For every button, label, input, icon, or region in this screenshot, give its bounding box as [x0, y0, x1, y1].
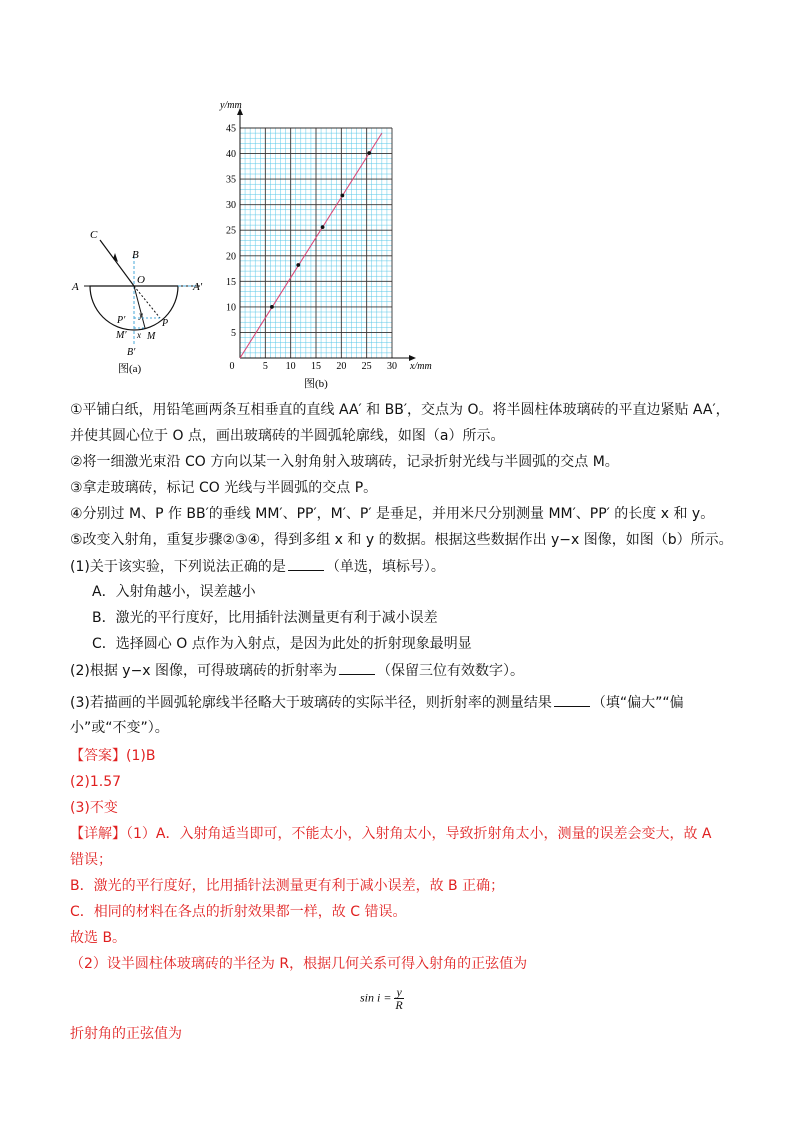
explanation-2: B．激光的平行度好，比用插针法测量更有利于减小误差，故 B 正确；	[70, 878, 505, 894]
y-tick-label: 40	[226, 149, 236, 161]
answer-tag: 【答案】	[70, 748, 126, 764]
formula-denominator: R	[395, 998, 403, 1012]
step-4: ④分别过 M、P 作 BB′的垂线 MM′、PP′，M′、P′ 是垂足，并用米尺分别测量 MM′、PP′ 的长度 x 和 y。	[70, 506, 715, 522]
x-tick-label: 25	[361, 361, 372, 372]
explanation-5: （2）设半圆柱体玻璃砖的半径为 R，根据几何关系可得入射角的正弦值为	[70, 956, 528, 972]
chart-axes	[237, 108, 416, 361]
step-2: ②将一细激光束沿 CO 方向以某一入射角射入玻璃砖，记录折射光线与半圆弧的交点 M。	[70, 454, 619, 470]
explanation-6: 折射角的正弦值为	[70, 1026, 182, 1042]
answer-2: (2)1.57	[70, 774, 122, 790]
answer-blank-2	[339, 660, 375, 675]
y-tick-label: 20	[226, 251, 236, 263]
question-3-suffix: （填“偏大”“偏	[591, 695, 684, 711]
question-2-suffix: （保留三位有效数字）。	[377, 663, 525, 679]
x-tick-label: 20	[336, 361, 347, 372]
explanation-4: 故选 B。	[70, 930, 127, 946]
x-tick-label: 10	[285, 361, 296, 372]
x-tick-label: 5	[262, 361, 268, 372]
answer-blank-1	[288, 556, 324, 571]
question-1-suffix: （单选，填标号）。	[325, 559, 445, 575]
answer-1: (1)B	[126, 748, 156, 764]
label-x: x	[137, 330, 141, 340]
option-c: C．选择圆心 O 点作为入射点，是因为此处的折射现象最明显	[92, 636, 472, 652]
figures-area	[0, 0, 800, 392]
x-tick-label: 0	[229, 361, 235, 372]
y-tick-label: 45	[226, 123, 236, 135]
label-b-prime: B′	[127, 347, 136, 358]
question-1-text: (1)关于该实验，下列说法正确的是	[70, 559, 286, 575]
x-tick-label: 30	[387, 361, 397, 372]
label-o: O	[137, 274, 145, 286]
formula-numerator: y	[396, 985, 402, 999]
formula-fraction	[394, 986, 403, 1011]
step-1: ①平铺白纸，用铅笔画两条互相垂直的直线 AA′ 和 BB′，交点为 O。将半圆柱体玻璃砖的平直边紧贴 AA′，	[70, 402, 730, 418]
grid-major	[240, 128, 392, 358]
step-3: ③拿走玻璃砖，标记 CO 光线与半圆弧的交点 P。	[70, 480, 378, 496]
explanation-1-text: （1）A．入射角适当即可，不能太小，入射角太小，导致折射角太小，测量的误差会变大，故 A	[126, 826, 712, 842]
option-b: B．激光的平行度好，比用插针法测量更有利于减小误差	[92, 610, 438, 626]
figures-svg	[0, 0, 800, 392]
question-1	[70, 556, 445, 577]
step-1-cont: 并使其圆心位于 O 点，画出玻璃砖的半圆弧轮廓线，如图（a）所示。	[70, 428, 505, 444]
label-p-prime: P′	[117, 315, 126, 326]
label-b: B	[132, 249, 139, 261]
data-point	[270, 305, 274, 309]
label-y: y	[139, 310, 143, 320]
y-tick-label: 30	[226, 200, 236, 212]
question-2-text: (2)根据 y−x 图像，可得玻璃砖的折射率为	[70, 663, 338, 679]
formula-sin-i	[360, 986, 450, 1020]
chart-ticks	[226, 124, 397, 373]
figure-a	[71, 229, 203, 375]
label-a: A	[72, 281, 79, 293]
answer-blank-3	[554, 692, 590, 707]
answer-3: (3)不变	[70, 800, 118, 816]
chart-b	[219, 100, 432, 390]
question-3-cont: 小”或“不变”）。	[70, 720, 169, 736]
data-point	[367, 151, 371, 155]
answer-line-1	[70, 746, 155, 766]
figure-b-caption: 图(b)	[304, 378, 328, 390]
explanation-3: C．相同的材料在各点的折射效果都一样，故 C 错误。	[70, 904, 407, 920]
formula-lhs: sin i =	[360, 990, 392, 1005]
data-point	[296, 263, 300, 267]
y-tick-label: 35	[226, 174, 236, 186]
y-tick-label: 15	[226, 276, 236, 288]
y-tick-label: 25	[226, 225, 236, 237]
label-c: C	[90, 229, 98, 241]
question-3-text: (3)若描画的半圆弧轮廓线半径略大于玻璃砖的实际半径，则折射率的测量结果	[70, 695, 552, 711]
explanation-1-cont: 错误；	[70, 852, 112, 868]
label-m-prime: M′	[116, 330, 127, 341]
explanation-tag: 【详解】	[70, 826, 126, 842]
x-tick-label: 15	[311, 361, 321, 372]
data-point	[340, 194, 344, 198]
option-a: A．入射角越小，误差越小	[92, 584, 256, 600]
data-point	[321, 225, 325, 229]
y-axis-label: y/mm	[220, 100, 242, 111]
step-5: ⑤改变入射角，重复步骤②③④，得到多组 x 和 y 的数据。根据这些数据作出 y−x 图像，如图（b）所示。	[70, 532, 733, 548]
label-a-prime: A′	[193, 281, 203, 293]
y-tick-label: 5	[231, 327, 236, 339]
explanation-1	[70, 824, 712, 844]
figure-a-caption: 图(a)	[118, 363, 142, 375]
question-2	[70, 660, 524, 681]
incident-ray	[100, 240, 134, 286]
label-m: M	[147, 331, 156, 342]
x-axis-label: x/mm	[410, 361, 432, 372]
y-tick-label: 10	[226, 302, 236, 314]
question-3	[70, 692, 684, 713]
label-p: P	[162, 318, 169, 329]
